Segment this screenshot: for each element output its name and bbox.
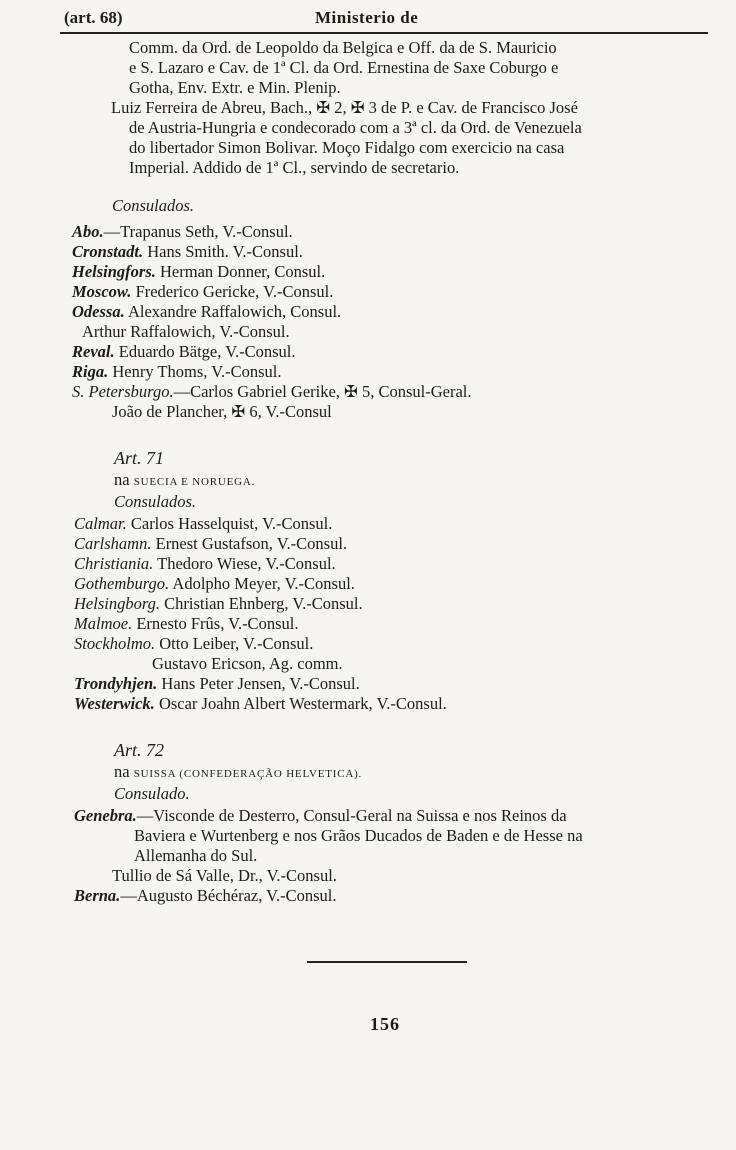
consul-text: Thedoro Wiese, V.-Consul. xyxy=(157,554,336,573)
consulate-entry-genebra xyxy=(74,806,567,826)
subtitle-prefix: na xyxy=(114,762,130,781)
consul-text-continued: Allemanha do Sul. xyxy=(134,846,258,865)
city-name: Riga. xyxy=(72,362,109,381)
city-name: Malmoe. xyxy=(74,614,133,633)
consul-text: —Carlos Gabriel Gerike, ✠ 5, Consul-Geral. xyxy=(173,382,472,401)
consul-text: Oscar Joahn Albert Westermark, V.-Consul. xyxy=(158,694,447,713)
city-name: S. Petersburgo. xyxy=(72,382,174,401)
consulate-entry xyxy=(74,594,363,614)
article-72-title: Art. 72 xyxy=(114,740,165,760)
consul-text: —Visconde de Desterro, Consul-Geral na Suissa e nos Reinos da xyxy=(136,806,567,825)
consul-text: Gustavo Ericson, Ag. comm. xyxy=(152,654,343,673)
consul-text: Arthur Raffalowich, V.-Consul. xyxy=(82,322,290,341)
consulate-entry xyxy=(152,654,343,674)
city-name: Christiania. xyxy=(74,554,154,573)
russia-consulates-heading: Consulados. xyxy=(112,196,195,215)
subtitle-prefix: na xyxy=(114,470,130,489)
article-72-subtitle xyxy=(114,762,362,784)
consulate-entry xyxy=(74,694,447,714)
city-name: Helsingborg. xyxy=(74,594,161,613)
country-name: SUISSA (CONFEDERAÇÃO HELVETICA). xyxy=(133,768,363,780)
city-name: Trondyhjen. xyxy=(74,674,158,693)
consulate-entry xyxy=(74,554,336,574)
consulate-entry xyxy=(74,574,355,594)
city-name: Abo. xyxy=(72,222,104,241)
consulate-entry xyxy=(74,886,336,906)
intro-line-4: Luiz Ferreira de Abreu, Bach., ✠ 2, ✠ 3 de P. e Cav. de Francisco José xyxy=(111,98,578,117)
consul-text: —Trapanus Seth, V.-Consul. xyxy=(103,222,293,241)
consul-text: Adolpho Meyer, V.-Consul. xyxy=(172,574,355,593)
page-number: 156 xyxy=(370,1014,400,1034)
header-title: Ministerio de xyxy=(315,8,419,27)
header-article-ref: (art. 68) xyxy=(64,8,123,27)
article-71-heading: Consulados. xyxy=(114,492,197,511)
city-name: Helsingfors. xyxy=(72,262,156,281)
country-name: SUECIA E NORUEGA. xyxy=(133,476,256,488)
city-name: Gothemburgo. xyxy=(74,574,170,593)
consulate-entry xyxy=(82,322,290,342)
city-name: Cronstadt. xyxy=(72,242,144,261)
consul-text: Herman Donner, Consul. xyxy=(160,262,326,281)
consul-text: Otto Leiber, V.-Consul. xyxy=(159,634,314,653)
consul-text: Ernest Gustafson, V.-Consul. xyxy=(155,534,348,553)
city-name: Stockholmo. xyxy=(74,634,156,653)
consulate-entry xyxy=(74,514,332,534)
consul-text: Hans Peter Jensen, V.-Consul. xyxy=(161,674,360,693)
consulate-entry: Tullio de Sá Valle, Dr., V.-Consul. xyxy=(112,866,337,885)
city-name: Berna. xyxy=(74,886,121,905)
footer-divider xyxy=(307,961,467,963)
consulate-entry xyxy=(74,614,298,634)
consul-text: Frederico Gericke, V.-Consul. xyxy=(135,282,334,301)
running-header xyxy=(60,6,708,34)
consulate-entry xyxy=(74,534,347,554)
consulate-entry xyxy=(72,382,472,402)
consul-text: Hans Smith. V.-Consul. xyxy=(147,242,303,261)
consulate-entry xyxy=(72,362,282,382)
intro-line-1: Comm. da Ord. de Leopoldo da Belgica e Off. da de S. Mauricio xyxy=(129,38,557,57)
city-name: Carlshamn. xyxy=(74,534,152,553)
consul-text-continued: Baviera e Wurtenberg e nos Grãos Ducados de Baden e de Hesse na xyxy=(134,826,583,845)
city-name: Moscow. xyxy=(72,282,132,301)
consulate-entry xyxy=(72,262,325,282)
city-name: Reval. xyxy=(72,342,115,361)
city-name: Westerwick. xyxy=(74,694,155,713)
consulate-entry xyxy=(72,342,296,362)
consulate-entry xyxy=(72,222,293,242)
city-name: Calmar. xyxy=(74,514,127,533)
consulate-entry xyxy=(112,402,332,422)
city-name: Genebra. xyxy=(74,806,137,825)
consul-text: Christian Ehnberg, V.-Consul. xyxy=(164,594,363,613)
intro-line-3: Gotha, Env. Extr. e Min. Plenip. xyxy=(129,78,341,97)
consul-text: Ernesto Frûs, V.-Consul. xyxy=(136,614,299,633)
intro-line-2: e S. Lazaro e Cav. de 1ª Cl. da Ord. Ernestina de Saxe Coburgo e xyxy=(129,58,559,77)
intro-line-5: de Austria-Hungria e condecorado com a 3ª cl. da Ord. de Venezuela xyxy=(129,118,582,137)
consul-text: —Augusto Béchéraz, V.-Consul. xyxy=(120,886,337,905)
consul-text: Alexandre Raffalowich, Consul. xyxy=(127,302,342,321)
consulate-entry xyxy=(74,674,360,694)
intro-line-6: do libertador Simon Bolivar. Moço Fidalgo com exercicio na casa xyxy=(129,138,565,157)
intro-line-7: Imperial. Addido de 1ª Cl., servindo de secretario. xyxy=(129,158,460,177)
consulate-entry xyxy=(74,634,313,654)
consul-text: Carlos Hasselquist, V.-Consul. xyxy=(130,514,333,533)
consulate-entry xyxy=(72,282,333,302)
consul-text: Henry Thoms, V.-Consul. xyxy=(112,362,282,381)
consulate-entry xyxy=(72,242,303,262)
consul-text: Eduardo Bätge, V.-Consul. xyxy=(118,342,296,361)
city-name: Odessa. xyxy=(72,302,125,321)
article-71-title: Art. 71 xyxy=(114,448,165,468)
consul-text: João de Plancher, ✠ 6, V.-Consul xyxy=(112,402,332,421)
article-72-heading: Consulado. xyxy=(114,784,190,803)
consulate-entry xyxy=(72,302,341,322)
article-71-subtitle xyxy=(114,470,255,492)
